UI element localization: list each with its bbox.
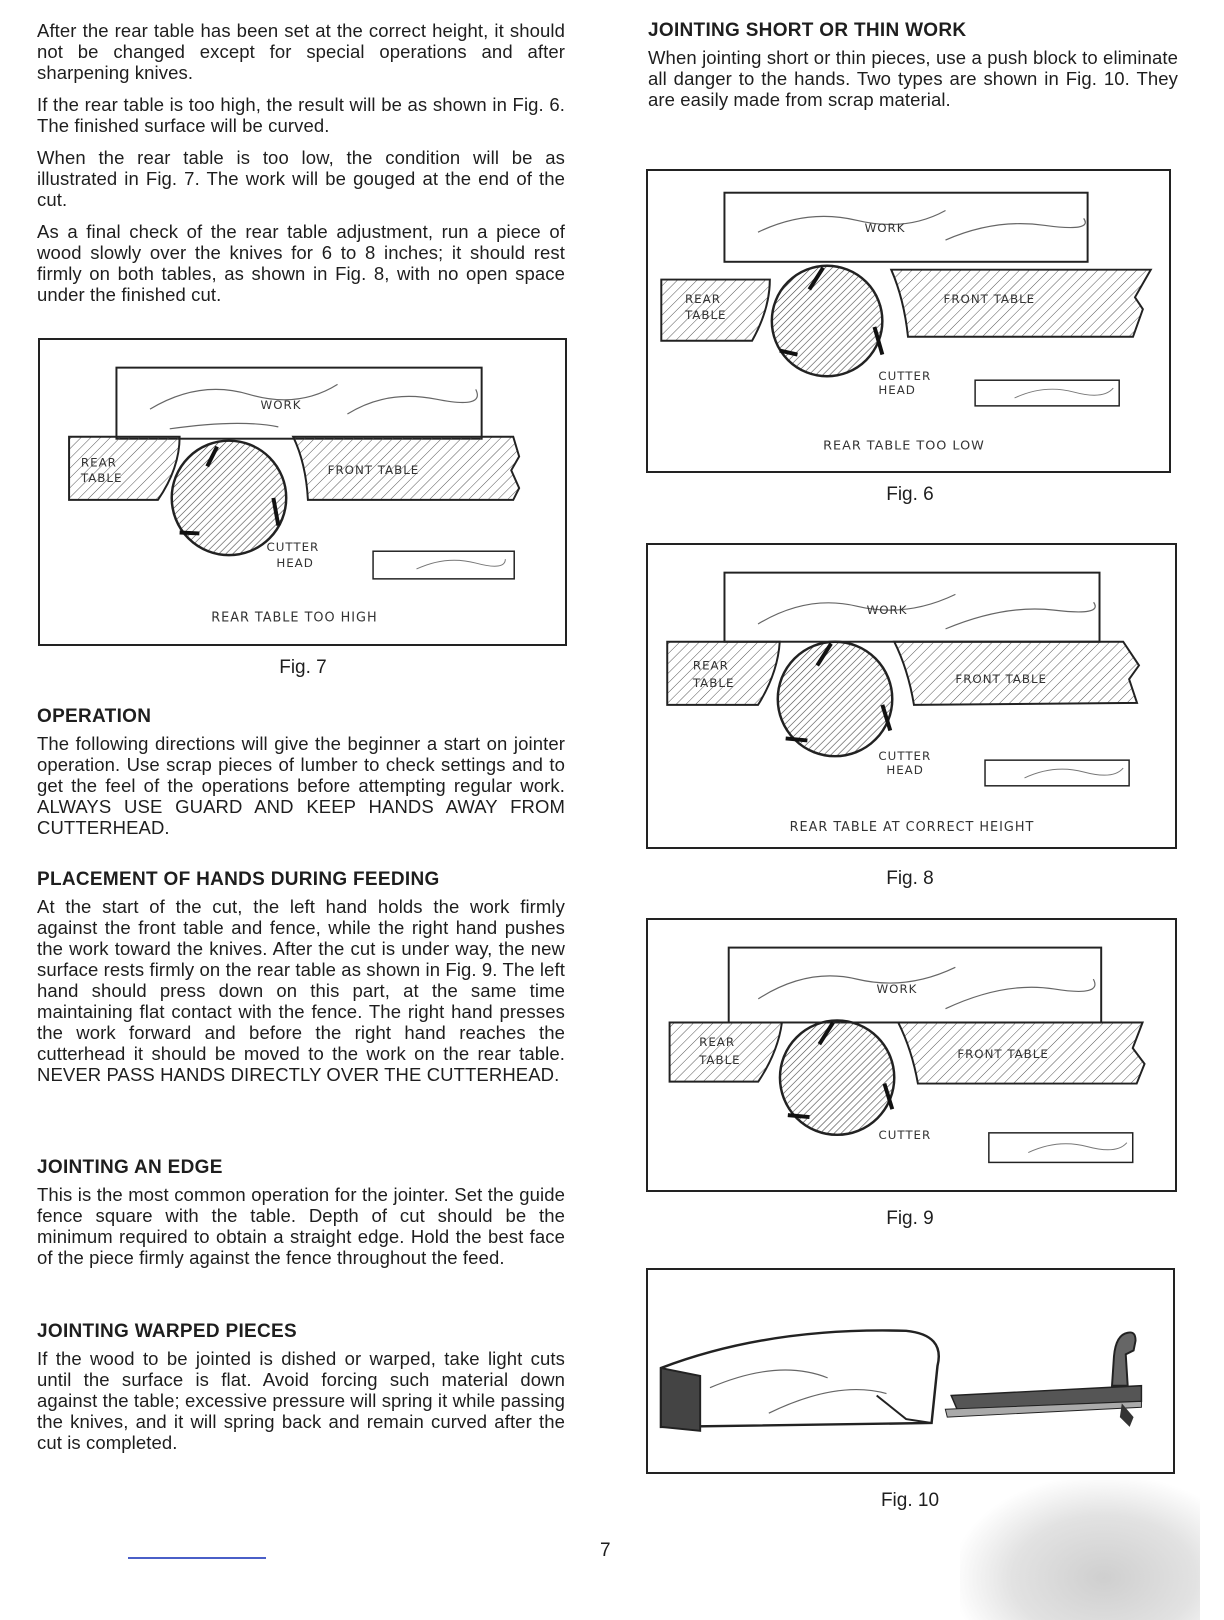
fig9-rear-table-label: TABLE bbox=[699, 1052, 741, 1067]
edge-heading: JOINTING AN EDGE bbox=[37, 1157, 223, 1178]
fig7-rear-label: REAR bbox=[80, 455, 117, 470]
fig9-work-label: WORK bbox=[876, 981, 918, 996]
fig9-front-table-label: FRONT TABLE bbox=[957, 1046, 1049, 1061]
fig8-work-label: WORK bbox=[866, 603, 908, 618]
fig10-caption: Fig. 10 bbox=[880, 1490, 940, 1511]
paragraph-rear-table-low: When the rear table is too low, the condition will be as illustrated in Fig. 7. The work will be gouged at the end of the cut. bbox=[37, 147, 565, 210]
fig6-caption: Fig. 6 bbox=[886, 484, 934, 505]
paragraph-rear-table-set: After the rear table has been set at the correct height, it should not be changed except for special operations and after sharpening knives. bbox=[37, 20, 565, 83]
warped-section bbox=[37, 1321, 565, 1464]
fig6-cutter-label: CUTTER bbox=[878, 369, 932, 384]
left-column bbox=[37, 20, 565, 316]
fig6-rear-table-label: TABLE bbox=[684, 308, 727, 323]
link-underline bbox=[128, 1557, 266, 1559]
short-text: When jointing short or thin pieces, use a push block to eliminate all danger to the hands. Two types are shown in Fig. 10. They are easily made from scrap material. bbox=[648, 47, 1178, 110]
paragraph-rear-table-high: If the rear table is too high, the result will be as shown in Fig. 6. The finished surface will be curved. bbox=[37, 94, 565, 136]
warped-heading: JOINTING WARPED PIECES bbox=[37, 1321, 297, 1342]
fig6-subtitle: REAR TABLE TOO LOW bbox=[823, 438, 985, 454]
fig9-rear-label: REAR bbox=[699, 1035, 736, 1050]
fig6-front-table-label: FRONT TABLE bbox=[943, 292, 1036, 307]
page-number: 7 bbox=[600, 1540, 611, 1561]
page-smudge bbox=[960, 1480, 1200, 1620]
fig7-work-label: WORK bbox=[260, 398, 302, 413]
operation-text: The following directions will give the beginner a start on jointer operation. Use scrap pieces of lumber to check settings and to get the feel of the operations before attempting regular work. ALWAYS USE GUARD AND KEEP HANDS AWAY FROM CUTTERHEAD. bbox=[37, 733, 565, 838]
fig8-rear-label: REAR bbox=[692, 658, 729, 673]
operation-section bbox=[37, 706, 565, 849]
fig7-front-table-label: FRONT TABLE bbox=[327, 463, 420, 478]
fig6-head-label: HEAD bbox=[878, 383, 916, 398]
operation-heading: OPERATION bbox=[37, 706, 152, 727]
placement-text: At the start of the cut, the left hand holds the work firmly against the front table and fence, while the right hand pushes the work toward the knives. After the cut is under way, the new surface rests firmly on the rear table as shown in Fig. 9. The left hand should press down on this part, at the same time maintaining flat contact with the fence. The right hand presses the work forward and before the right hand reaches the cutterhead it should be moved to the work on the rear table. NEVER PASS HANDS DIRECTLY OVER THE CUTTERHEAD. bbox=[37, 896, 565, 1085]
edge-section bbox=[37, 1157, 565, 1279]
warped-text: If the wood to be jointed is dished or warped, take light cuts until the surface is flat. Avoid forcing such material down against the table; excessive pressure will spring it while passing the knives, and it will spring back and remain curved after the cut is completed. bbox=[37, 1348, 565, 1453]
fig7-caption: Fig. 7 bbox=[279, 657, 327, 678]
fig9-caption: Fig. 9 bbox=[886, 1208, 934, 1229]
fig9-cutter-label: CUTTER bbox=[878, 1127, 932, 1142]
paragraph-final-check: As a final check of the rear table adjustment, run a piece of wood slowly over the knives for 6 to 8 inches; it should rest firmly on both tables, as shown in Fig. 8, with no open space under the finished cut. bbox=[37, 221, 565, 305]
fig7-cutter-label: CUTTER bbox=[266, 540, 320, 555]
fig8-cutter-label: CUTTER bbox=[878, 749, 932, 764]
fig6-diagram bbox=[646, 169, 1171, 473]
short-heading: JOINTING SHORT OR THIN WORK bbox=[648, 20, 967, 41]
fig8-caption: Fig. 8 bbox=[886, 868, 934, 889]
fig8-diagram bbox=[646, 543, 1177, 849]
fig6-work-label: WORK bbox=[864, 221, 906, 236]
short-section bbox=[648, 20, 1178, 121]
fig10-diagram bbox=[646, 1268, 1175, 1474]
fig7-subtitle: REAR TABLE TOO HIGH bbox=[211, 610, 378, 626]
fig9-diagram bbox=[646, 918, 1177, 1192]
fig7-diagram bbox=[38, 338, 567, 646]
fig8-subtitle: REAR TABLE AT CORRECT HEIGHT bbox=[789, 820, 1035, 836]
placement-section bbox=[37, 869, 565, 1096]
placement-heading: PLACEMENT OF HANDS DURING FEEDING bbox=[37, 869, 440, 890]
fig6-rear-label: REAR bbox=[684, 292, 721, 307]
fig8-head-label: HEAD bbox=[886, 762, 924, 777]
fig7-head-label: HEAD bbox=[276, 556, 314, 571]
fig8-rear-table-label: TABLE bbox=[692, 676, 735, 691]
fig8-front-table-label: FRONT TABLE bbox=[955, 672, 1048, 687]
fig7-rear-table-label: TABLE bbox=[80, 471, 123, 486]
edge-text: This is the most common operation for the jointer. Set the guide fence square with the table. Depth of cut should be the minimum required to obtain a straight edge. Hold the best face of the piece firmly against the fence throughout the feed. bbox=[37, 1184, 565, 1268]
